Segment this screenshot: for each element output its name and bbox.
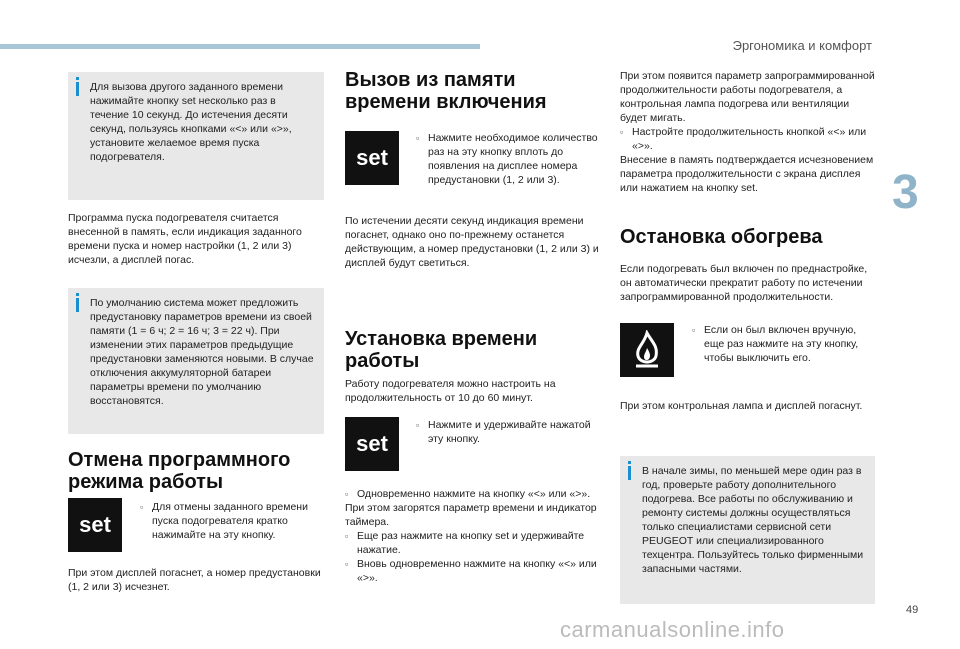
instruction-bullet (416, 418, 600, 446)
paragraph: При этом контрольная лампа и дисплей погаснут. (620, 400, 863, 412)
header-bar (0, 44, 480, 49)
flame-icon (630, 330, 664, 370)
paragraph: Если подогревать был включен по преднастройке, он автоматически прекратит работу по истечении запрограммированной продолжительности. (620, 263, 868, 303)
set-button-icon: set (345, 131, 399, 185)
set-button-icon: set (345, 417, 399, 471)
instruction-bullet (345, 529, 600, 557)
bullet-text: Еще раз нажмите на кнопку set и удерживайте нажатие. (357, 530, 585, 556)
set-button-icon: set (68, 498, 122, 552)
bullet-text: Если он был включен вручную, еще раз нажмите на эту кнопку, чтобы выключить его. (704, 324, 859, 364)
bullet-text: Одновременно нажмите на кнопку «<» или «>». (357, 488, 591, 500)
instruction-bullet (416, 131, 600, 187)
paragraph: При этом появится параметр запрограммированной продолжительности работы подогревателя, а контрольная лампа подогрева или вентиляции будет мигать. (620, 70, 875, 124)
bullet-marker: ▫ (620, 127, 624, 137)
note-text: По умолчанию система может предложить предустановку параметров времени из своей памяти (1 = 6 ч; 2 = 16 ч; 3 = 22 ч). При изменении этих параметров предыдущие предустановки заменяются новыми. В случае отключения аккумуляторной батареи параметры времени по умолчанию восстановятся. (90, 297, 314, 407)
paragraph: При этом дисплей погаснет, а номер предустановки (1, 2 или 3) исчезнет. (68, 567, 321, 593)
info-icon (628, 466, 631, 480)
info-note (620, 456, 875, 604)
bullet-marker: ▫ (416, 420, 420, 430)
info-icon (76, 82, 79, 96)
instruction-bullet (345, 557, 600, 585)
section-heading: Остановка обогрева (620, 226, 823, 248)
info-note (68, 288, 324, 434)
section-heading: Вызов из памяти времени включения (345, 69, 547, 113)
instruction-bullet (620, 125, 875, 153)
section-title: Эргономика и комфорт (732, 38, 872, 53)
paragraph: Внесение в память подтверждается исчезновением параметра продолжительности с экрана дисплея или нажатием на кнопку set. (620, 154, 874, 194)
bullet-marker: ▫ (345, 531, 349, 541)
bullet-marker: ▫ (140, 502, 144, 512)
bullet-text: Нажмите необходимое количество раз на эту кнопку вплоть до появления на дисплее номера предустановки (1, 2 или 3). (428, 132, 598, 186)
instruction-bullet (692, 323, 875, 365)
instruction-bullet (345, 487, 600, 501)
bullet-text: Настройте продолжительность кнопкой «<» или «>». (632, 126, 867, 152)
paragraph: Программа пуска подогревателя считается внесенной в память, если индикация заданного времени пуска и номер настройки (1, 2 или 3) исчезли, а дисплей погас. (68, 212, 302, 266)
bullet-marker: ▫ (345, 559, 349, 569)
section-heading: Установка времени работы (345, 328, 538, 372)
bullet-text: Нажмите и удерживайте нажатой эту кнопку. (428, 419, 591, 445)
bullet-text: Вновь одновременно нажмите на кнопку «<» или «>». (357, 558, 597, 584)
instruction-bullet (140, 500, 324, 542)
info-note (68, 72, 324, 200)
page-number: 49 (906, 604, 919, 616)
section-heading: Отмена программного режима работы (68, 449, 291, 493)
watermark: carmanualsonline.info (560, 617, 785, 642)
chapter-number: 3 (892, 166, 919, 219)
paragraph: При этом загорятся параметр времени и индикатор таймера. (345, 502, 597, 528)
bullet-marker: ▫ (692, 325, 696, 335)
paragraph: По истечении десяти секунд индикация времени погаснет, однако оно по-прежнему останется действующим, а номер предустановки (1, 2 или 3) и дисплей будут светиться. (345, 215, 599, 269)
bullet-marker: ▫ (345, 489, 349, 499)
heater-button-icon (620, 323, 674, 377)
info-icon (76, 298, 79, 312)
bullet-marker: ▫ (416, 133, 420, 143)
bullet-text: Для отмены заданного времени пуска подогревателя кратко нажимайте на эту кнопку. (152, 501, 308, 541)
paragraph: Работу подогревателя можно настроить на продолжительность от 10 до 60 минут. (345, 378, 556, 404)
note-text: В начале зимы, по меньшей мере один раз в год, проверьте работу дополнительного подогрева. Все работы по обслуживанию и ремонту системы должны осуществляться только специалистами сервисной сети PEUGEOT или специализированного техцентра. Пользуйтесь только фирменными запасными частями. (642, 465, 864, 575)
note-text: Для вызова другого заданного времени нажимайте кнопку set несколько раз в течение 10 секунд. До истечения десяти секунд, пользуясь кнопками «<» или «>», установите желаемое время пуска подогревателя. (90, 81, 292, 163)
